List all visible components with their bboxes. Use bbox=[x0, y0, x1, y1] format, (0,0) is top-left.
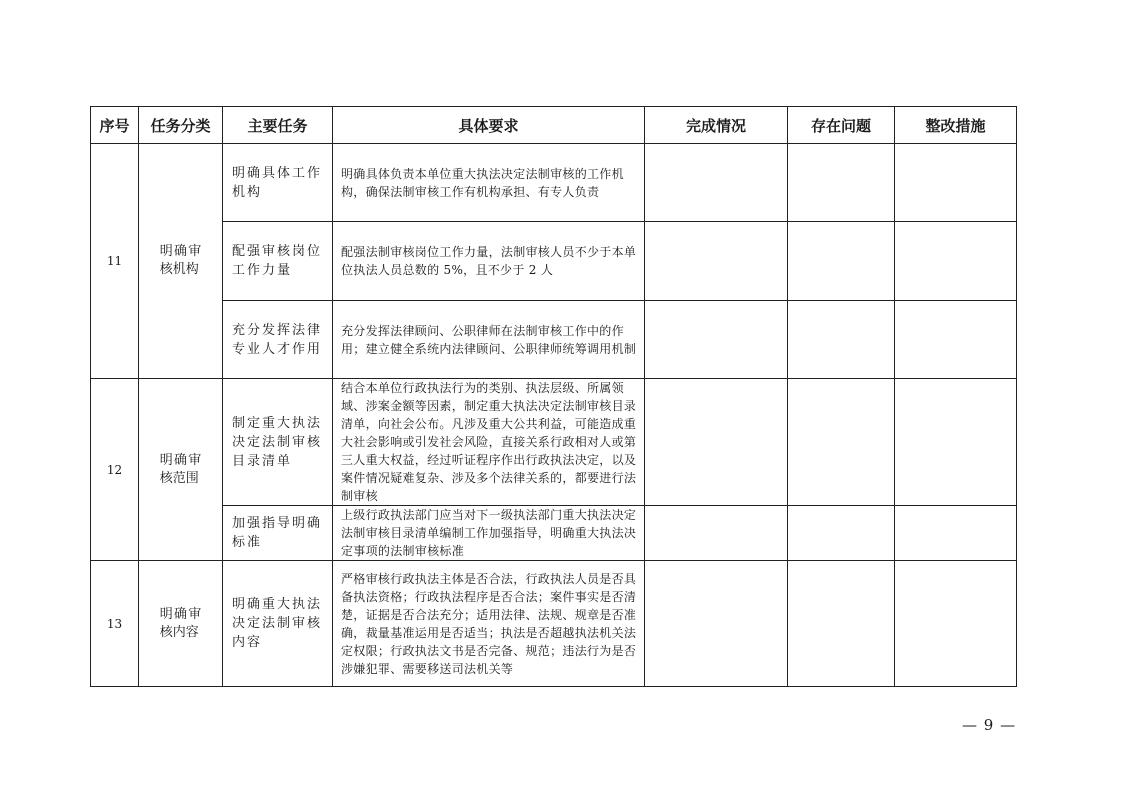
requirement-cell: 结合本单位行政执法行为的类别、执法层级、所属领域、涉案金额等因素，制定重大执法决定法制审核目录清单，向社会公布。凡涉及重大公共利益，可能造成重大社会影响或引发社会风险，直接关系行政相对人或第三人重大权益，经过听证程序作出行政执法决定，以及案件情况疑难复杂、涉及多个法律关系的，都要进行法制审核 bbox=[333, 379, 645, 506]
rectification-cell[interactable] bbox=[895, 561, 1017, 687]
requirement-cell: 明确具体负责本单位重大执法决定法制审核的工作机构，确保法制审核工作有机构承担、有专人负责 bbox=[333, 144, 645, 222]
completion-cell[interactable] bbox=[645, 301, 788, 379]
completion-cell[interactable] bbox=[645, 222, 788, 301]
table-row bbox=[91, 301, 1017, 379]
header-completion: 完成情况 bbox=[645, 107, 788, 144]
issues-cell[interactable] bbox=[788, 222, 895, 301]
main-task-cell: 加强指导明确标准 bbox=[223, 506, 333, 561]
requirement-cell: 严格审核行政执法主体是否合法，行政执法人员是否具备执法资格；行政执法程序是否合法；案件事实是否清楚，证据是否合法充分；适用法律、法规、规章是否准确，裁量基准运用是否适当；执法是否超越执法机关法定权限；行政执法文书是否完备、规范；违法行为是否涉嫌犯罪、需要移送司法机关等 bbox=[333, 561, 645, 687]
row-category: 明确审核内容 bbox=[139, 561, 223, 687]
table-row bbox=[91, 506, 1017, 561]
main-task-cell: 明确具体工作机构 bbox=[223, 144, 333, 222]
issues-cell[interactable] bbox=[788, 506, 895, 561]
main-task-cell: 明确重大执法决定法制审核内容 bbox=[223, 561, 333, 687]
header-number: 序号 bbox=[91, 107, 139, 144]
completion-cell[interactable] bbox=[645, 379, 788, 506]
rectification-cell[interactable] bbox=[895, 144, 1017, 222]
rectification-cell[interactable] bbox=[895, 379, 1017, 506]
requirement-cell: 上级行政执法部门应当对下一级执法部门重大执法决定法制审核目录清单编制工作加强指导，明确重大执法决定事项的法制审核标准 bbox=[333, 506, 645, 561]
task-table bbox=[90, 106, 1017, 687]
header-main-task: 主要任务 bbox=[223, 107, 333, 144]
issues-cell[interactable] bbox=[788, 301, 895, 379]
row-number: 13 bbox=[91, 561, 139, 687]
main-task-cell: 充分发挥法律专业人才作用 bbox=[223, 301, 333, 379]
table-row bbox=[91, 222, 1017, 301]
completion-cell[interactable] bbox=[645, 561, 788, 687]
rectification-cell[interactable] bbox=[895, 506, 1017, 561]
page-number: — 9 — bbox=[962, 716, 1017, 734]
completion-cell[interactable] bbox=[645, 144, 788, 222]
header-row bbox=[91, 107, 1017, 144]
requirement-cell: 配强法制审核岗位工作力量，法制审核人员不少于本单位执法人员总数的 5%，且不少于 2 人 bbox=[333, 222, 645, 301]
completion-cell[interactable] bbox=[645, 506, 788, 561]
main-task-cell: 配强审核岗位工作力量 bbox=[223, 222, 333, 301]
table-row bbox=[91, 379, 1017, 506]
issues-cell[interactable] bbox=[788, 561, 895, 687]
row-number: 12 bbox=[91, 379, 139, 561]
main-task-cell: 制定重大执法决定法制审核目录清单 bbox=[223, 379, 333, 506]
table-row bbox=[91, 561, 1017, 687]
rectification-cell[interactable] bbox=[895, 222, 1017, 301]
issues-cell[interactable] bbox=[788, 379, 895, 506]
header-rectification: 整改措施 bbox=[895, 107, 1017, 144]
row-category: 明确审核机构 bbox=[139, 144, 223, 379]
row-number: 11 bbox=[91, 144, 139, 379]
rectification-cell[interactable] bbox=[895, 301, 1017, 379]
issues-cell[interactable] bbox=[788, 144, 895, 222]
header-issues: 存在问题 bbox=[788, 107, 895, 144]
table-row bbox=[91, 144, 1017, 222]
header-category: 任务分类 bbox=[139, 107, 223, 144]
header-requirement: 具体要求 bbox=[333, 107, 645, 144]
row-category: 明确审核范围 bbox=[139, 379, 223, 561]
requirement-cell: 充分发挥法律顾问、公职律师在法制审核工作中的作用；建立健全系统内法律顾问、公职律师统筹调用机制 bbox=[333, 301, 645, 379]
